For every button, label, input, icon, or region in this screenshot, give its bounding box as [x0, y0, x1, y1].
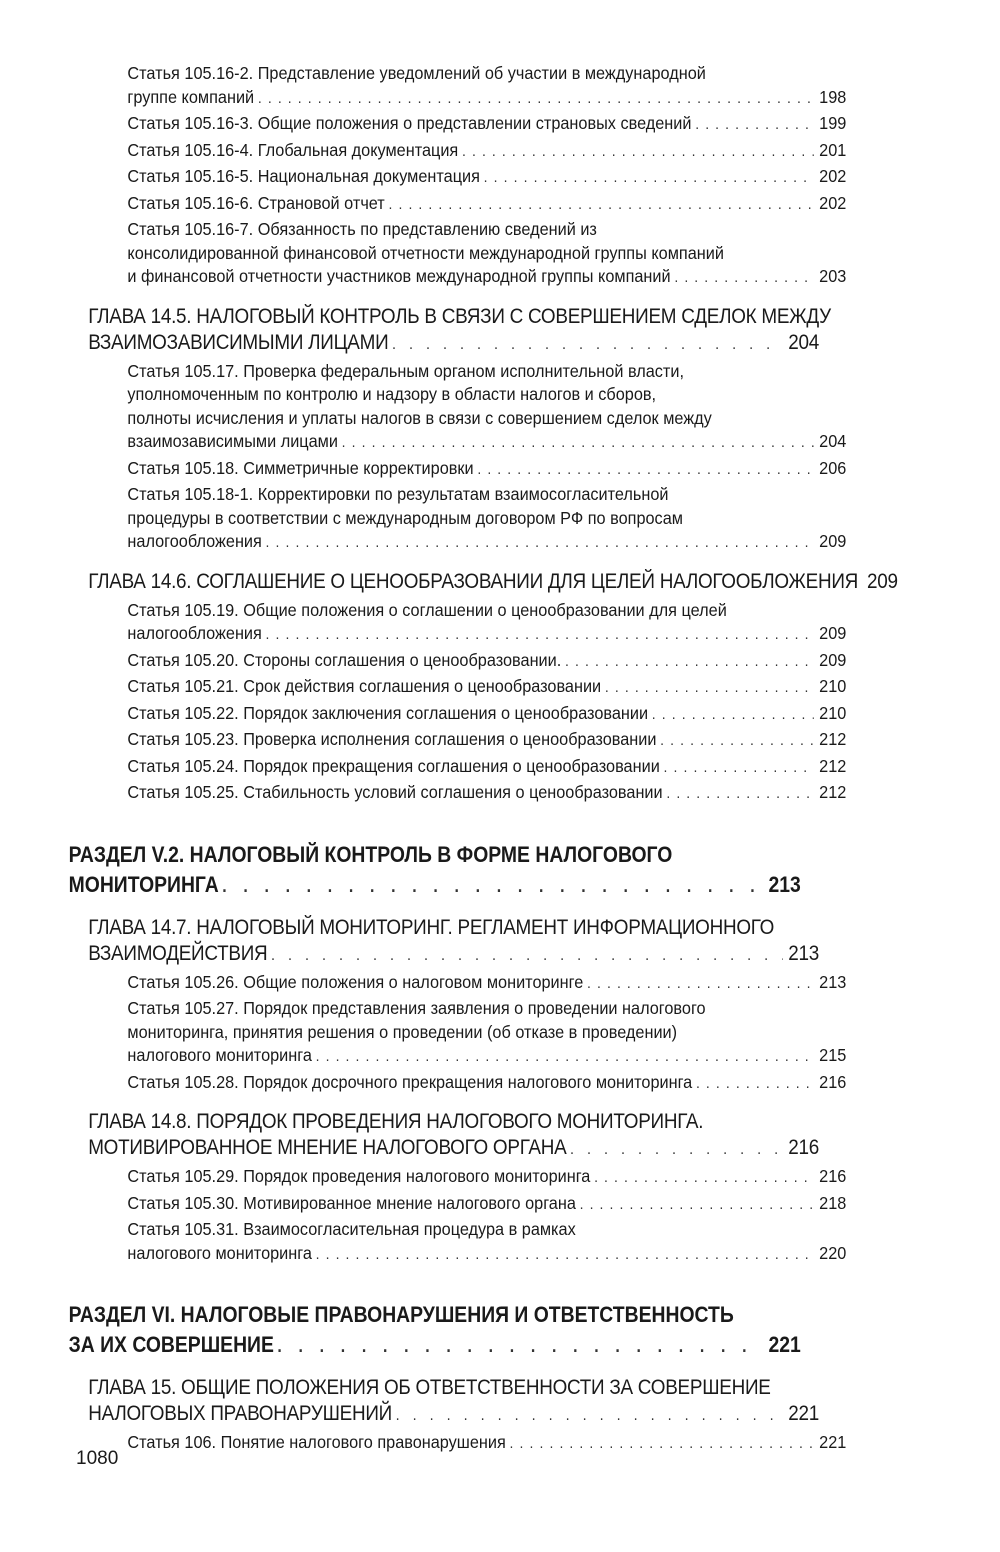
dot-leader [605, 676, 814, 700]
toc-article-entry [0, 360, 930, 455]
entry-last-line [127, 192, 846, 217]
dot-leader [396, 1403, 783, 1429]
toc-article-entry [0, 1431, 930, 1456]
entry-title-line: ГЛАВА 14.7. НАЛОГОВЫЙ МОНИТОРИНГ. РЕГЛАМЕНТ ИНФОРМАЦИОННОГО [88, 915, 775, 939]
entry-page-number: 199 [819, 113, 847, 133]
dot-leader [477, 458, 813, 482]
entry-title-line: ГЛАВА 15. ОБЩИЕ ПОЛОЖЕНИЯ ОБ ОТВЕТСТВЕННОСТИ ЗА СОВЕРШЕНИЕ [88, 1376, 771, 1399]
toc-article-entry [0, 112, 930, 137]
entry-last-line [127, 165, 846, 190]
page-number: 1080 [76, 1448, 119, 1469]
entry-title-line: Статья 105.26. Общие положения о налоговом мониторинге [127, 971, 584, 992]
entry-last-line [127, 1044, 846, 1069]
dot-leader [316, 1045, 814, 1069]
entry-title-line: Статья 105.18-1. Корректировки по результатам взаимосогласительной [127, 484, 669, 504]
entry-last-line [127, 622, 846, 647]
entry-page-number: 209 [819, 649, 847, 670]
entry-last-line [127, 781, 846, 806]
entry-title-line: ВЗАИМОЗАВИСИМЫМИ ЛИЦАМИ [88, 330, 389, 354]
dot-leader [222, 871, 763, 901]
entry-last-line [127, 139, 846, 164]
toc-article-entry [0, 1071, 930, 1096]
entry-title-line: Статья 105.16-6. Страновой отчет [127, 192, 385, 213]
entry-title-line: Статья 105.18. Симметричные корректировки [127, 457, 474, 478]
entry-title-line: Статья 105.21. Срок действия соглашения о ценообразовании [127, 676, 602, 696]
toc-article-entry [0, 218, 930, 290]
entry-last-line [127, 112, 846, 137]
entry-page-number: 204 [819, 431, 847, 451]
toc-section-entry [0, 840, 880, 901]
entry-last-line [127, 728, 846, 753]
dot-leader [342, 431, 814, 455]
toc-article-entry [0, 649, 930, 674]
entry-last-line [69, 1330, 801, 1361]
entry-title-line: взаимозависимыми лицами [127, 431, 338, 451]
entry-last-line [127, 1242, 846, 1267]
entry-page-number: 206 [819, 457, 847, 478]
dot-leader [695, 113, 813, 137]
entry-last-line [127, 86, 846, 111]
toc-article-entry [0, 483, 930, 555]
dot-leader [696, 1072, 814, 1096]
entry-title-line: РАЗДЕЛ VI. НАЛОГОВЫЕ ПРАВОНАРУШЕНИЯ И ОТВЕТСТВЕННОСТЬ [68, 1302, 734, 1327]
entry-last-line [127, 530, 846, 555]
entry-title-line: Статья 105.16-7. Обязанность по представлению сведений из [127, 219, 597, 239]
entry-title-line: Статья 105.29. Порядок проведения налогового мониторинга [127, 1166, 591, 1186]
dot-leader [510, 1432, 814, 1456]
dot-leader [388, 193, 813, 217]
entry-title-line: МОНИТОРИНГА [68, 871, 219, 897]
entry-last-line [88, 941, 819, 969]
toc-article-entry [0, 755, 930, 780]
entry-title-line: Статья 105.17. Проверка федеральным органом исполнительной власти, [127, 360, 684, 381]
entry-title-line: полноты исчисления и уплаты налогов в связи с совершением сделок между [127, 407, 712, 428]
entry-page-number: 220 [819, 1242, 847, 1263]
entry-title-line: НАЛОГОВЫХ ПРАВОНАРУШЕНИЙ [88, 1402, 392, 1425]
entry-title-line: и финансовой отчетности участников международной группы компаний [127, 266, 671, 286]
toc-chapter-entry [0, 569, 900, 597]
entry-page-number: 201 [819, 139, 847, 160]
entry-title-line: налогового мониторинга [127, 1242, 312, 1263]
dot-leader [570, 1137, 783, 1163]
entry-last-line [127, 702, 846, 727]
dot-leader [316, 1243, 814, 1267]
entry-last-line [127, 1431, 846, 1456]
dot-leader [462, 140, 814, 164]
toc-article-entry [0, 1165, 930, 1190]
entry-title-line: Статья 105.16-5. Национальная документация [127, 166, 480, 186]
dot-leader [271, 943, 783, 969]
toc-article-entry [0, 1192, 930, 1217]
entry-page-number: 202 [819, 192, 847, 213]
entry-title-line: РАЗДЕЛ V.2. НАЛОГОВЫЙ КОНТРОЛЬ В ФОРМЕ НАЛОГОВОГО [68, 841, 673, 867]
entry-page-number: 218 [819, 1192, 847, 1213]
entry-title-line: Статья 105.23. Проверка исполнения соглашения о ценообразовании [127, 729, 657, 749]
entry-page-number: 213 [788, 941, 819, 965]
entry-page-number: 215 [819, 1045, 847, 1065]
entry-last-line [127, 1165, 846, 1190]
toc-article-entry [0, 997, 930, 1069]
toc-article-entry [0, 139, 930, 164]
toc-article-entry [0, 781, 930, 806]
entry-title-line: Статья 105.27. Порядок представления заявления о проведении налогового [127, 998, 706, 1018]
toc-article-entry [0, 728, 930, 753]
dot-leader [580, 1193, 814, 1217]
entry-title-line: Статья 105.19. Общие положения о соглашении о ценообразовании для целей [127, 599, 727, 620]
entry-title-line: Статья 105.30. Мотивированное мнение налогового органа [127, 1192, 576, 1213]
toc-article-entry [0, 702, 930, 727]
entry-title-line: ГЛАВА 14.6. СОГЛАШЕНИЕ О ЦЕНООБРАЗОВАНИИ ДЛЯ ЦЕЛЕЙ НАЛОГООБЛОЖЕНИЯ [88, 569, 859, 593]
entry-title-line: налогообложения [127, 623, 262, 643]
entry-last-line [69, 870, 801, 901]
toc-chapter-entry [0, 1375, 900, 1429]
toc-article-entry [0, 192, 930, 217]
entry-title-line: ВЗАИМОДЕЙСТВИЯ [88, 941, 268, 965]
entry-page-number: 204 [788, 330, 819, 354]
toc-article-entry [0, 1218, 930, 1266]
entry-last-line [88, 1135, 819, 1163]
entry-page-number: 212 [819, 782, 847, 802]
entry-page-number: 213 [768, 871, 801, 897]
dot-leader [594, 1166, 813, 1190]
dot-leader [484, 166, 814, 190]
dot-leader [587, 972, 814, 996]
entry-title-line: консолидированной финансовой отчетности международной группы компаний [127, 242, 724, 263]
toc-article-entry [0, 165, 930, 190]
entry-last-line [127, 430, 846, 455]
entry-page-number: 216 [819, 1166, 847, 1186]
entry-last-line [88, 1401, 819, 1429]
dot-leader [565, 650, 814, 674]
entry-title-line: ГЛАВА 14.5. НАЛОГОВЫЙ КОНТРОЛЬ В СВЯЗИ С СОВЕРШЕНИЕМ СДЕЛОК МЕЖДУ [88, 304, 831, 328]
dot-leader [652, 703, 814, 727]
entry-title-line: налогового мониторинга [127, 1045, 312, 1065]
entry-page-number: 216 [788, 1136, 819, 1159]
entry-title-line: ЗА ИХ СОВЕРШЕНИЕ [68, 1332, 274, 1357]
entry-page-number: 202 [819, 166, 847, 186]
entry-title-line: Статья 105.25. Стабильность условий соглашения о ценообразовании [127, 782, 663, 802]
entry-title-line: группе компаний [127, 86, 255, 107]
entry-title-line: мониторинга, принятия решения о проведении (об отказе в проведении) [127, 1021, 678, 1042]
entry-title-line: ГЛАВА 14.8. ПОРЯДОК ПРОВЕДЕНИЯ НАЛОГОВОГО МОНИТОРИНГА. [88, 1110, 704, 1133]
dot-leader [266, 531, 814, 555]
entry-page-number: 221 [819, 1432, 847, 1452]
entry-last-line [127, 1192, 846, 1217]
toc-article-entry [0, 971, 930, 996]
entry-page-number: 210 [819, 702, 847, 723]
dot-leader [392, 332, 783, 358]
toc-section-entry [0, 1300, 880, 1361]
dot-leader [666, 782, 813, 806]
entry-page-number: 209 [867, 569, 898, 593]
entry-last-line [127, 971, 846, 996]
toc-article-entry [0, 62, 930, 110]
entry-last-line [127, 675, 846, 700]
toc-article-entry [0, 675, 930, 700]
dot-leader [277, 1331, 763, 1361]
entry-title-line: Статья 106. Понятие налогового правонарушения [127, 1432, 506, 1452]
dot-leader [664, 756, 814, 780]
entry-title-line: Статья 105.16-4. Глобальная документация [127, 139, 459, 160]
entry-title-line: Статья 105.16-3. Общие положения о представлении страновых сведений [127, 113, 692, 133]
dot-leader [258, 87, 814, 111]
table-of-contents [0, 62, 1000, 1456]
entry-page-number: 203 [819, 266, 847, 286]
entry-page-number: 216 [819, 1071, 847, 1092]
toc-article-entry [0, 599, 930, 647]
entry-last-line [127, 755, 846, 780]
dot-leader [674, 266, 813, 290]
toc-chapter-entry [0, 915, 900, 969]
entry-last-line [127, 1071, 846, 1096]
entry-page-number: 210 [819, 676, 847, 696]
entry-title-line: Статья 105.16-2. Представление уведомлений об участии в международной [127, 63, 706, 83]
dot-leader [266, 623, 814, 647]
entry-last-line [88, 569, 898, 597]
entry-page-number: 212 [819, 729, 847, 749]
entry-title-line: налогообложения [127, 531, 262, 551]
entry-title-line: Статья 105.22. Порядок заключения соглашения о ценообразовании [127, 702, 649, 723]
entry-page-number: 213 [819, 971, 847, 992]
entry-title-line: Статья 105.20. Стороны соглашения о ценообразовании. [127, 649, 562, 670]
entry-page-number: 198 [819, 86, 847, 107]
entry-page-number: 221 [788, 1402, 819, 1425]
entry-title-line: процедуры в соответствии с международным договором РФ по вопросам [127, 507, 683, 528]
entry-last-line [127, 457, 846, 482]
entry-title-line: Статья 105.28. Порядок досрочного прекращения налогового мониторинга [127, 1071, 693, 1092]
entry-page-number: 221 [768, 1332, 801, 1357]
dot-leader [660, 729, 813, 753]
toc-chapter-entry [0, 1109, 900, 1163]
entry-last-line [88, 330, 819, 358]
entry-page-number: 212 [819, 755, 847, 776]
entry-last-line [127, 649, 846, 674]
entry-page-number: 209 [819, 531, 847, 551]
entry-title-line: Статья 105.24. Порядок прекращения соглашения о ценообразовании [127, 755, 660, 776]
entry-title-line: МОТИВИРОВАННОЕ МНЕНИЕ НАЛОГОВОГО ОРГАНА [88, 1136, 567, 1159]
toc-chapter-entry [0, 304, 900, 358]
entry-last-line [127, 265, 846, 290]
entry-page-number: 209 [819, 623, 847, 643]
entry-title-line: Статья 105.31. Взаимосогласительная процедура в рамках [127, 1219, 576, 1239]
toc-article-entry [0, 457, 930, 482]
entry-title-line: уполномоченным по контролю и надзору в области налогов и сборов, [127, 384, 657, 404]
